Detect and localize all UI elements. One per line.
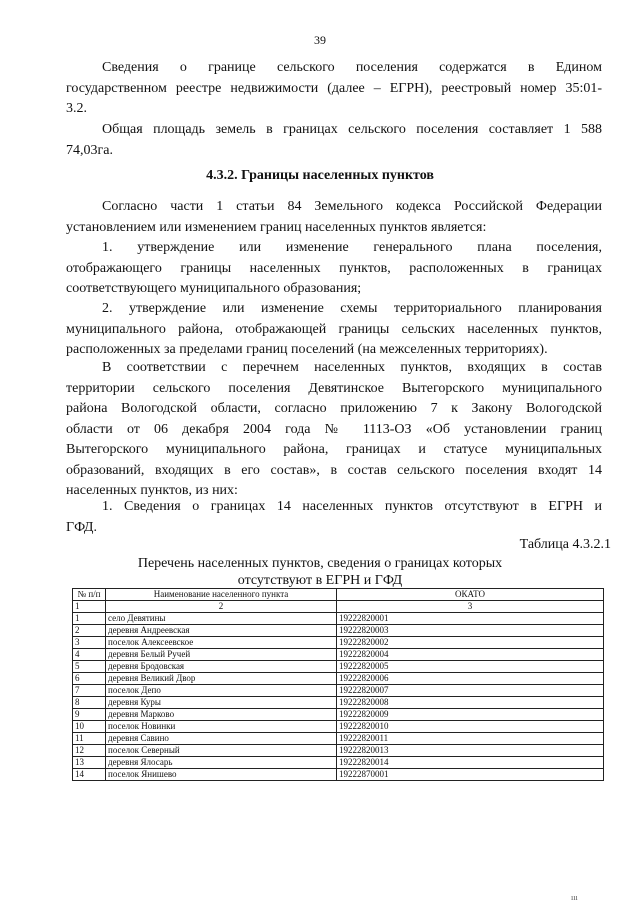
settlement-name: поселок Янишево bbox=[106, 769, 337, 781]
paragraph-line: муниципального района, отображающей границы сельских населенных пунктов, bbox=[66, 321, 602, 337]
column-number: 3 bbox=[337, 601, 604, 613]
row-number: 1 bbox=[73, 613, 106, 625]
okato-code: 19222820006 bbox=[337, 673, 604, 685]
table-row bbox=[73, 709, 604, 721]
row-number: 2 bbox=[73, 625, 106, 637]
table-row bbox=[73, 769, 604, 781]
okato-code: 19222820009 bbox=[337, 709, 604, 721]
paragraph-line: В соответствии с перечнем населенных пунктов, входящих в состав bbox=[102, 360, 602, 375]
okato-code: 19222820007 bbox=[337, 685, 604, 697]
paragraph-line: образований, входящих в его состав», в состав сельского поселения входят 14 bbox=[66, 462, 602, 478]
table-label: Таблица 4.3.2.1 bbox=[519, 537, 611, 552]
settlement-name: деревня Бродовская bbox=[106, 661, 337, 673]
settlement-name: деревня Ялосарь bbox=[106, 757, 337, 769]
settlement-name: деревня Белый Ручей bbox=[106, 649, 337, 661]
list-item-2 bbox=[66, 299, 602, 361]
settlement-name: поселок Депо bbox=[106, 685, 337, 697]
paragraph-line: государственном реестре недвижимости (далее – ЕГРН), реестровый номер 35:01- bbox=[66, 80, 602, 96]
settlement-name: поселок Новинки bbox=[106, 721, 337, 733]
table-row bbox=[73, 637, 604, 649]
settlement-name: деревня Савино bbox=[106, 733, 337, 745]
header-okato: ОКАТО bbox=[337, 589, 604, 601]
table-column-numbers-row bbox=[73, 601, 604, 613]
row-number: 13 bbox=[73, 757, 106, 769]
paragraph-line: Согласно части 1 статьи 84 Земельного кодекса Российской Федерации bbox=[102, 199, 602, 214]
settlement-name: деревня Андреевская bbox=[106, 625, 337, 637]
okato-code: 19222820008 bbox=[337, 697, 604, 709]
okato-code: 19222820004 bbox=[337, 649, 604, 661]
paragraph-line: отображающего границы населенных пунктов, расположенных в границах bbox=[66, 260, 602, 276]
table-row bbox=[73, 697, 604, 709]
paragraph-line: 1. утверждение или изменение генерального плана поселения, bbox=[102, 240, 602, 255]
settlement-name: поселок Северный bbox=[106, 745, 337, 757]
table-row bbox=[73, 733, 604, 745]
row-number: 5 bbox=[73, 661, 106, 673]
paragraph-line: 2. утверждение или изменение схемы территориального планирования bbox=[102, 301, 602, 316]
okato-code: 19222820014 bbox=[337, 757, 604, 769]
paragraph-line: Общая площадь земель в границах сельского поселения составляет 1 588 bbox=[102, 122, 602, 137]
paragraph-line: установлением или изменением границ населенных пунктов является: bbox=[66, 219, 487, 235]
header-name: Наименование населенного пункта bbox=[106, 589, 337, 601]
row-number: 12 bbox=[73, 745, 106, 757]
paragraph-line: 3.2. bbox=[66, 101, 87, 116]
paragraph-line: области от 06 декабря 2004 года № 1113-ОЗ «Об установлении границ bbox=[66, 421, 602, 437]
okato-code: 19222820005 bbox=[337, 661, 604, 673]
table-row bbox=[73, 625, 604, 637]
column-number: 1 bbox=[73, 601, 106, 613]
page-number: 39 bbox=[314, 33, 326, 47]
row-number: 11 bbox=[73, 733, 106, 745]
scan-mark: ııı bbox=[571, 893, 578, 902]
table-row bbox=[73, 745, 604, 757]
table-row bbox=[73, 757, 604, 769]
paragraph-line: ГФД. bbox=[66, 519, 97, 535]
paragraph-settlements bbox=[66, 358, 602, 502]
settlement-name: деревня Великий Двор bbox=[106, 673, 337, 685]
settlement-name: деревня Куры bbox=[106, 697, 337, 709]
row-number: 3 bbox=[73, 637, 106, 649]
section-heading: 4.3.2. Границы населенных пунктов bbox=[206, 168, 434, 183]
okato-code: 19222820013 bbox=[337, 745, 604, 757]
okato-code: 19222820002 bbox=[337, 637, 604, 649]
paragraph-egrn bbox=[66, 58, 602, 120]
settlement-name: село Девятины bbox=[106, 613, 337, 625]
settlement-name: деревня Марково bbox=[106, 709, 337, 721]
row-number: 7 bbox=[73, 685, 106, 697]
row-number: 8 bbox=[73, 697, 106, 709]
table-row bbox=[73, 721, 604, 733]
table-row bbox=[73, 673, 604, 685]
okato-code: 19222820011 bbox=[337, 733, 604, 745]
row-number: 10 bbox=[73, 721, 106, 733]
paragraph-line: Сведения о границе сельского поселения содержатся в Едином bbox=[102, 60, 602, 75]
paragraph-line: Вытегорского муниципального района, границах и статусе муниципальных bbox=[66, 442, 602, 457]
paragraph-area bbox=[66, 120, 602, 161]
paragraph-line: территории сельского поселения Девятинское Вытегорского муниципального bbox=[66, 380, 602, 396]
paragraph-line: 1. Сведения о границах 14 населенных пунктов отсутствуют в ЕГРН и bbox=[102, 499, 602, 514]
table-row bbox=[73, 649, 604, 661]
table-row bbox=[73, 613, 604, 625]
paragraph-line: соответствующего муниципального образования; bbox=[66, 281, 362, 296]
okato-code: 19222820003 bbox=[337, 625, 604, 637]
paragraph-land-code bbox=[66, 197, 602, 238]
table-header-row bbox=[73, 589, 604, 601]
paragraph-line: населенных пунктов, из них: bbox=[66, 483, 238, 498]
table-title-line: Перечень населенных пунктов, сведения о границах которых bbox=[137, 556, 503, 571]
row-number: 4 bbox=[73, 649, 106, 661]
table-title bbox=[0, 555, 640, 589]
column-number: 2 bbox=[106, 601, 337, 613]
paragraph-line: района Вологодской области, согласно приложению 7 к Закону Вологодской bbox=[66, 401, 602, 416]
table-row bbox=[73, 661, 604, 673]
okato-code: 19222820010 bbox=[337, 721, 604, 733]
table-row bbox=[73, 685, 604, 697]
okato-code: 19222820001 bbox=[337, 613, 604, 625]
settlement-name: поселок Алексеевское bbox=[106, 637, 337, 649]
paragraph-line: расположенных за пределами границ поселений (на межселенных территориях). bbox=[66, 342, 548, 357]
header-number: № п/п bbox=[73, 589, 106, 601]
list-item-3 bbox=[66, 497, 602, 538]
row-number: 9 bbox=[73, 709, 106, 721]
list-item-1 bbox=[66, 238, 602, 300]
settlements-table bbox=[72, 588, 604, 781]
okato-code: 19222870001 bbox=[337, 769, 604, 781]
table-title-line: отсутствуют в ЕГРН и ГФД bbox=[237, 573, 403, 588]
paragraph-line: 74,03га. bbox=[66, 142, 113, 158]
row-number: 6 bbox=[73, 673, 106, 685]
row-number: 14 bbox=[73, 769, 106, 781]
